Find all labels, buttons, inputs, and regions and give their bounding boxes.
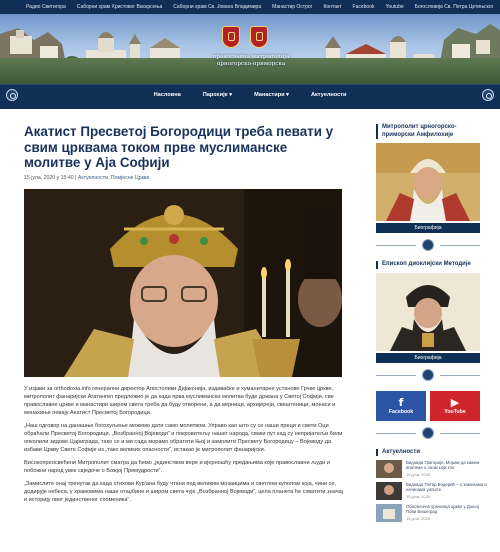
bishop-photo [376,273,480,351]
news-item-title: Видовда Григорије: Морам да кажем анатеме о оном који кле [406,460,480,471]
cross-emblem-icon[interactable] [6,89,18,101]
article-category-link[interactable]: Актуелности, [77,174,110,181]
article-paragraph: „Замислите онај тренутак да када стихови Кур’ана буду чтани под великим мозаицима и светлом куполом која, чини се, додирује небеса, у храмовима наше отаџбине и широм света чује „Возбранној Војеводи“, цела планета ће схватити значај и историју овог јединственог споменика“. [24,480,343,503]
metropolitan-biography-button[interactable]: Биографија [376,223,480,233]
news-item[interactable] [376,482,489,500]
toplink-seminary[interactable]: Богословија Св. Петра Цетињског [414,4,494,10]
meta-separator: | [75,174,77,181]
youtube-icon: ▶ [450,395,460,409]
news-item-date: 15 јула, 2020 [406,493,431,499]
toplink-contact[interactable]: Контакт [323,4,342,10]
news-item-date: 15 јула, 2020 [406,471,431,477]
facebook-label: Facebook [388,408,414,415]
article-paragraph: Високопреосвећени Митрополит сматра да ћемо „јединством вере и вјерношћу предањима које православни људи и побожни народ увек свједоче о Божјој Премудрости“. [24,459,330,474]
cross-emblem-icon[interactable] [482,89,494,101]
crest-icon [222,26,240,48]
sidebar-divider [376,239,480,253]
article-date: 15 јула, 2020 у 15:40 [24,174,74,181]
toplink-cathedral-resurrection[interactable]: Саборни храм Христовог Васкрсења [76,4,163,10]
article-category-link[interactable]: Помјесне Цркве [110,174,150,181]
toplink-cathedral-vladimir[interactable]: Саборни храм Св. Јована Владимира [173,4,262,10]
toplink-youtube[interactable]: Youtube [385,4,404,10]
news-item-title: Обновљена урачница цркве у Доњој Пови Вишеград [406,504,480,515]
news-thumbnail [376,482,402,500]
sidebar-divider [376,369,480,383]
article [24,124,366,504]
toplink-radio[interactable]: Радио Светигора [26,4,66,10]
youtube-button[interactable] [430,391,480,421]
banner-title-line2: црногорско-приморска [216,61,286,67]
youtube-label: YouTube [444,408,466,415]
bishop-biography-button[interactable]: Биографија [376,353,480,363]
banner-title-line1: православна митрополија [212,54,290,60]
social-buttons [376,391,489,421]
article-title: Акатист Пресветој Богородици треба певати у свим црквама током прве муслиманске молитве у Аја Софији [24,124,334,170]
article-meta [24,175,366,181]
nav-item-home[interactable]: Насловна [153,91,181,98]
nav-divider [0,104,500,109]
sidebar [376,124,489,522]
article-paragraph: „Наш одговор на данашње богохуљење можемо дати само молитвом. Управо као што су се наши преци и свети Оци обраћали Пресветој Богородици, „Возбранној Војеводи“ и покровитељу нашег народа, сваки пут кад су непријатељи били опколили зидове Цариграда, тако се и ми сада морамо обратити Њој и замолити Пресвету Богородицу – Војеводу да избави Цркву Свете Софије из „тако великих опасности“, истакао је митрополит фанаријски. [24,422,343,453]
top-links-bar [0,0,500,14]
news-item[interactable] [376,504,489,522]
nav-item-news[interactable]: Актуелности [310,91,347,98]
main-nav [0,84,500,104]
nav-item-monasteries[interactable]: Манастири ▾ [254,91,289,98]
article-photo [24,189,342,377]
news-thumbnail [376,504,402,522]
article-body [24,385,366,504]
metropolitan-photo [376,143,480,221]
crest-icon [250,26,268,48]
header-banner [0,14,500,84]
toplink-ostrog[interactable]: Манастир Острог [272,4,313,10]
news-item-date: 15 јула, 2020 [406,515,431,521]
banner-title [190,54,312,68]
cross-emblem-icon [422,427,434,439]
facebook-icon: f [398,395,404,409]
sidebar-divider [376,427,480,441]
sidebar-heading-metropolitan: Митрополит црногорско-приморски Амфилохије [376,124,489,139]
bishop-photo-image [24,189,342,377]
sidebar-heading-bishop: Епископ диоклијски Методије [376,261,489,269]
bishop-image [376,273,480,351]
news-item-title: Видовда Петар Бодерић – о заменама и начинама уопште [406,482,487,493]
nav-item-parishes[interactable]: Парохије ▾ [202,91,233,98]
cross-emblem-icon [422,239,434,251]
news-item[interactable] [376,460,489,478]
facebook-button[interactable] [376,391,426,421]
metropolitan-image [376,143,480,221]
cross-emblem-icon [422,369,434,381]
news-list [376,460,489,522]
article-paragraph: У изјави за orthodoxia.info генерални директор Апостолики Дијаконија, издаваčке и хуманитарне установе Грчке цркве, митрополит фанаријски Агатангел предложио је да када прва муслиманска молитва буде држана у Светој Софији, све православне цркве и манастири широм света треба да буду отворени, а да верници, архијереји, свештеници, монаси и монахиње певају Акатист Пресветој Богородици. [24,385,336,416]
sidebar-heading-news: Актуелности [376,449,489,457]
toplink-facebook[interactable]: Facebook [352,4,375,10]
news-thumbnail [376,460,402,478]
